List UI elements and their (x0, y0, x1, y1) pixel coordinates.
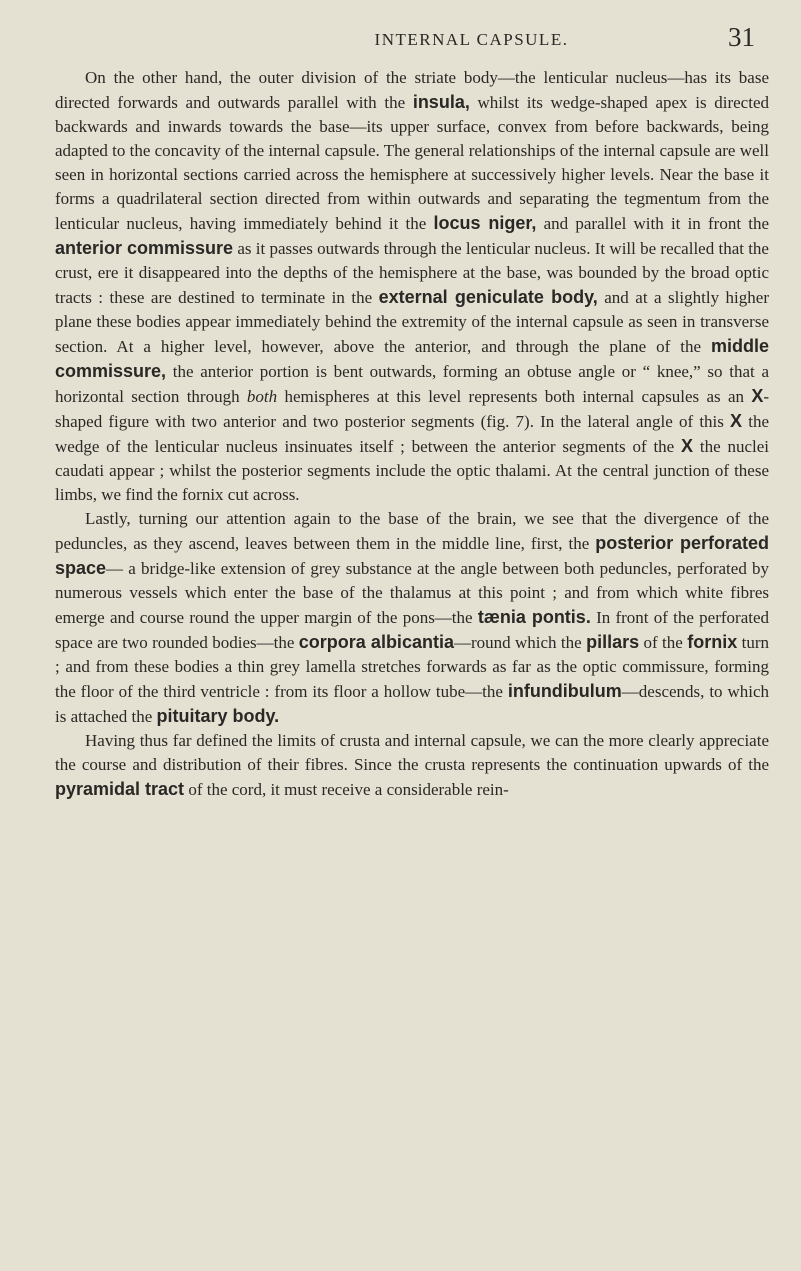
bold-term: pyramidal tract (55, 779, 185, 799)
text-run: Having thus far defined the limits of crusta and internal capsule, we can the more clearly appreciate the course and distribution of their fibres. Since the crusta represents the continuation upwards of the (55, 731, 769, 774)
text-run: the anterior portion is bent outwards, forming an obtuse angle or “ knee,” so that a horizontal section through (55, 362, 769, 406)
bold-term: pillars (586, 632, 640, 652)
paragraph (55, 507, 769, 729)
bold-term: pituitary body. (156, 706, 280, 726)
paragraph (55, 66, 769, 507)
text-run: of the cord, it must receive a considerable rein- (184, 780, 509, 799)
paragraph (55, 729, 769, 802)
text-run: and parallel with it in front the (536, 214, 770, 233)
text-run: of the (639, 633, 688, 652)
text-run: Lastly, turning our attention again to the base of the brain, we see that the divergence of the peduncles, as they ascend, leaves between them in the middle line, first, the (55, 509, 769, 553)
bold-term: corpora albicantia (298, 632, 454, 652)
text-run: whilst its wedge-shaped apex is directed backwards and inwards towards the base—its upper surface, convex from before backwards, being adapted to the concavity of the internal capsule. The general relationships of the internal capsule are well seen in horizontal sections carried across the hemisphere at successively higher levels. Near the base it forms a quadrilateral section directed from within outwards and separating the tegmentum from the lenticular nucleus, having immediately behind it the (55, 93, 769, 233)
page-number: 31 (728, 22, 755, 52)
text-run: turn ; and from these bodies a thin grey lamella stretches forwards as far as the optic commissure, forming the floor of the third ventricle : from its floor a hollow tube—the (55, 633, 769, 701)
italic-text: both (246, 387, 278, 406)
bold-term: tænia pontis. (477, 607, 591, 627)
text-run: -shaped figure with two anterior and two posterior segments (fig. 7). In the lateral angle of this (55, 387, 769, 431)
bold-term: posterior perforated space (55, 533, 769, 578)
bold-term: infundibulum (507, 681, 622, 701)
bold-term: locus niger, (433, 213, 537, 233)
body-text (55, 66, 769, 802)
text-run: as it passes outwards through the lenticular nucleus. It will be recalled that the crust, ere it disappeared into the depths of the hemisphere at the base, was bounded by the broad optic tracts : these are destined to terminate in the (55, 239, 769, 307)
bold-term: insula, (412, 92, 470, 112)
bold-term: X (730, 411, 743, 431)
bold-term: fornix (687, 632, 738, 652)
running-title: INTERNAL CAPSULE. (374, 30, 569, 49)
text-run: the wedge of the lenticular nucleus insinuates itself ; between the anterior segments of the (55, 412, 769, 456)
text-run: On the other hand, the outer division of the striate body—the lenticular nucleus—has its base directed forwards and outwards parallel with the (55, 68, 769, 112)
bold-term: anterior commissure (55, 238, 234, 258)
bold-term: external geniculate body, (378, 287, 598, 307)
text-run: and at a slightly higher plane these bodies appear immediately behind the extremity of the internal capsule as seen in transverse section. At a higher level, however, above the anterior, and through the plane of the (55, 288, 769, 356)
bold-term: middle commissure, (55, 336, 769, 381)
page-header (60, 22, 773, 62)
bold-term: X (681, 436, 694, 456)
text-run: — a bridge-like extension of grey substance at the angle between both peduncles, perforated by numerous vessels which enter the base of the thalamus at this point ; and from which white fibres emerge and course round the upper margin of the pons—the (55, 559, 769, 627)
text-run: In front of the perforated space are two rounded bodies—the (55, 608, 770, 652)
text-run: —round which the (453, 633, 587, 652)
text-run: the nuclei caudati appear ; whilst the posterior segments include the optic thalami. At the central junction of these limbs, we find the fornix cut across. (55, 437, 769, 504)
text-run: hemispheres at this level represents both internal capsules as an (277, 387, 752, 406)
bold-term: X (751, 386, 764, 406)
text-run: —descends, to which is attached the (55, 682, 770, 726)
